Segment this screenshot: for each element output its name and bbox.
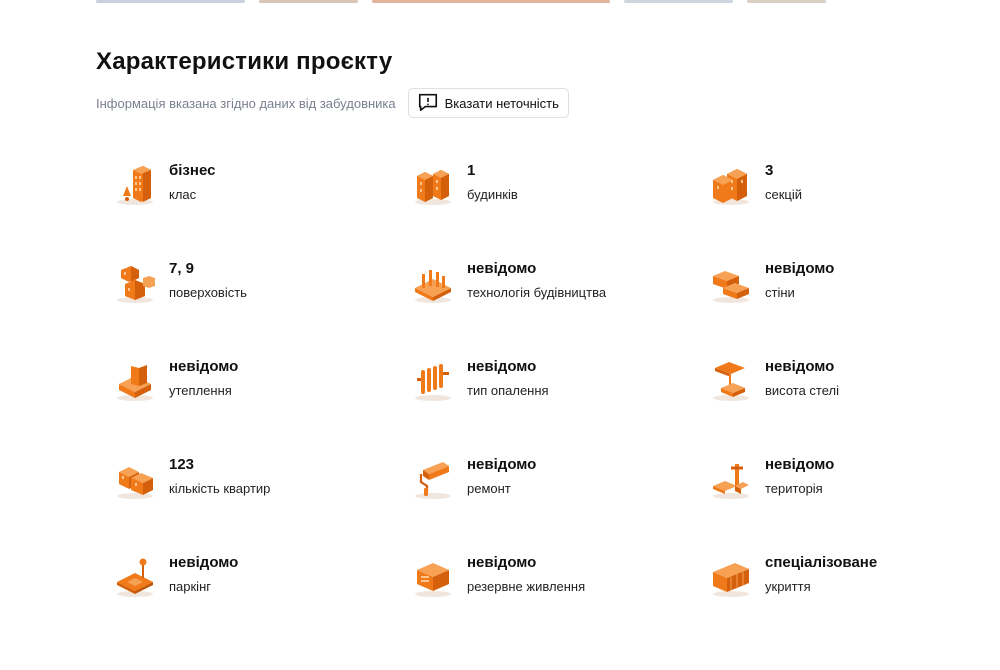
characteristic-label: стіни: [765, 285, 795, 300]
sections-icon: [709, 162, 753, 206]
characteristic-renovation: [411, 444, 701, 514]
walls-icon: [709, 260, 753, 304]
characteristic-value: невідомо: [169, 358, 239, 375]
characteristic-buildings: [411, 150, 701, 220]
paint-roller-icon: [411, 456, 455, 500]
top-image-strip: [96, 0, 826, 3]
ceiling-height-icon: [709, 358, 753, 402]
parking-icon: [113, 554, 157, 598]
characteristic-label: кількість квартир: [169, 481, 271, 496]
report-inaccuracy-button[interactable]: [408, 88, 569, 118]
source-note: Інформація вказана згідно даних від забудовника: [96, 95, 396, 111]
characteristic-value: невідомо: [169, 554, 239, 571]
characteristic-value: невідомо: [467, 260, 537, 277]
backup-power-icon: [411, 554, 455, 598]
characteristic-label: секцій: [765, 187, 803, 202]
characteristic-label: технологія будівництва: [467, 285, 607, 300]
characteristic-ceiling-height: [709, 346, 999, 416]
characteristic-label: ремонт: [467, 481, 511, 496]
characteristic-value: 123: [169, 456, 195, 473]
characteristic-value: невідомо: [765, 260, 835, 277]
characteristic-walls: [709, 248, 999, 318]
feedback-alert-icon: [417, 91, 439, 116]
subtitle-row: [96, 88, 569, 118]
characteristic-label: паркінг: [169, 579, 211, 594]
insulation-icon: [113, 358, 157, 402]
shelter-icon: [709, 554, 753, 598]
report-inaccuracy-label: Вказати неточність: [444, 95, 559, 111]
characteristic-label: утеплення: [169, 383, 232, 398]
characteristic-value: бізнес: [169, 162, 216, 179]
characteristic-value: невідомо: [467, 554, 537, 571]
characteristic-label: висота стелі: [765, 383, 839, 398]
construction-technology-icon: [411, 260, 455, 304]
characteristic-floors: [113, 248, 403, 318]
heating-radiator-icon: [411, 358, 455, 402]
floors-icon: [113, 260, 157, 304]
characteristic-territory: [709, 444, 999, 514]
buildings-icon: [411, 162, 455, 206]
characteristic-value: 1: [467, 162, 476, 179]
characteristic-apartments: [113, 444, 403, 514]
characteristic-parking: [113, 542, 403, 612]
characteristic-heating: [411, 346, 701, 416]
characteristic-value: 3: [765, 162, 774, 179]
characteristic-label: тип опалення: [467, 383, 549, 398]
page-title: Характеристики проєкту: [96, 48, 393, 75]
building-class-icon: [113, 162, 157, 206]
characteristic-backup-power: [411, 542, 701, 612]
characteristic-value: невідомо: [467, 358, 537, 375]
characteristic-label: територія: [765, 481, 823, 496]
characteristic-value: невідомо: [467, 456, 537, 473]
characteristic-label: клас: [169, 187, 197, 202]
characteristic-shelter: [709, 542, 999, 612]
characteristic-label: укриття: [765, 579, 811, 594]
characteristic-label: поверховість: [169, 285, 247, 300]
characteristic-sections: [709, 150, 999, 220]
characteristic-value: невідомо: [765, 456, 835, 473]
characteristic-insulation: [113, 346, 403, 416]
territory-icon: [709, 456, 753, 500]
apartments-count-icon: [113, 456, 157, 500]
characteristic-label: будинків: [467, 187, 518, 202]
characteristic-label: резервне живлення: [467, 579, 586, 594]
characteristic-value: спеціалізоване: [765, 554, 878, 571]
characteristic-value: 7, 9: [169, 260, 195, 277]
characteristic-class: [113, 150, 403, 220]
characteristic-value: невідомо: [765, 358, 835, 375]
characteristic-construction-technology: [411, 248, 701, 318]
